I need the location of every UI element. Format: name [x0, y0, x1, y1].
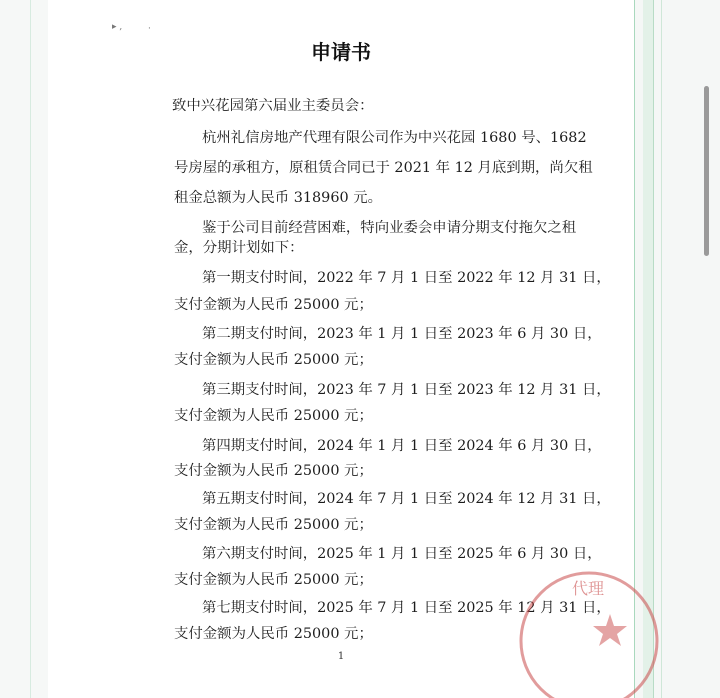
- installment-line: 第六期支付时间，2025 年 1 月 1 日至 2025 年 6 月 30 日，: [202, 546, 602, 562]
- scrollbar-thumb[interactable]: [704, 86, 709, 256]
- installment-line: 第四期支付时间，2024 年 1 月 1 日至 2024 年 6 月 30 日，: [202, 438, 602, 454]
- body-line: 租金总额为人民币 318960 元。: [174, 190, 382, 206]
- body-line: 杭州礼信房地产代理有限公司作为中兴花园 1680 号、1682: [202, 130, 587, 146]
- scan-mark: ▸ ,: [112, 22, 123, 32]
- scan-mark: ·: [148, 24, 151, 34]
- amount-line: 支付金额为人民币 25000 元；: [174, 517, 373, 533]
- stamp-text: 代理: [572, 579, 605, 598]
- document-title: 申请书: [311, 40, 371, 64]
- installment-line: 第二期支付时间，2023 年 1 月 1 日至 2023 年 6 月 30 日，: [202, 326, 602, 342]
- installment-line: 第三期支付时间，2023 年 7 月 1 日至 2023 年 12 月 31 日，: [202, 382, 611, 398]
- left-frame: [0, 0, 49, 698]
- body-line: 金，分期计划如下：: [174, 240, 304, 256]
- page-number: 1: [337, 651, 345, 662]
- frame-divider: [30, 0, 31, 698]
- installment-line: 第一期支付时间，2022 年 7 月 1 日至 2022 年 12 月 31 日，: [202, 270, 611, 286]
- amount-line: 支付金额为人民币 25000 元；: [174, 352, 373, 368]
- body-line: 鉴于公司目前经营困难，特向业委会申请分期支付拖欠之租: [202, 220, 577, 236]
- amount-line: 支付金额为人民币 25000 元；: [174, 297, 373, 313]
- amount-line: 支付金额为人民币 25000 元；: [174, 408, 373, 424]
- amount-line: 支付金额为人民币 25000 元；: [174, 572, 373, 588]
- company-seal-stamp: [514, 566, 664, 698]
- amount-line: 支付金额为人民币 25000 元；: [174, 463, 373, 479]
- amount-line: 支付金额为人民币 25000 元；: [174, 626, 373, 642]
- salutation: 致中兴花园第六届业主委员会：: [172, 98, 374, 114]
- body-line: 号房屋的承租方，原租赁合同已于 2021 年 12 月底到期，尚欠租: [174, 160, 593, 176]
- installment-line: 第五期支付时间，2024 年 7 月 1 日至 2024 年 12 月 31 日，: [202, 491, 611, 507]
- installment-line: 第七期支付时间，2025 年 7 月 1 日至 2025 年 12 月 31 日，: [202, 600, 611, 616]
